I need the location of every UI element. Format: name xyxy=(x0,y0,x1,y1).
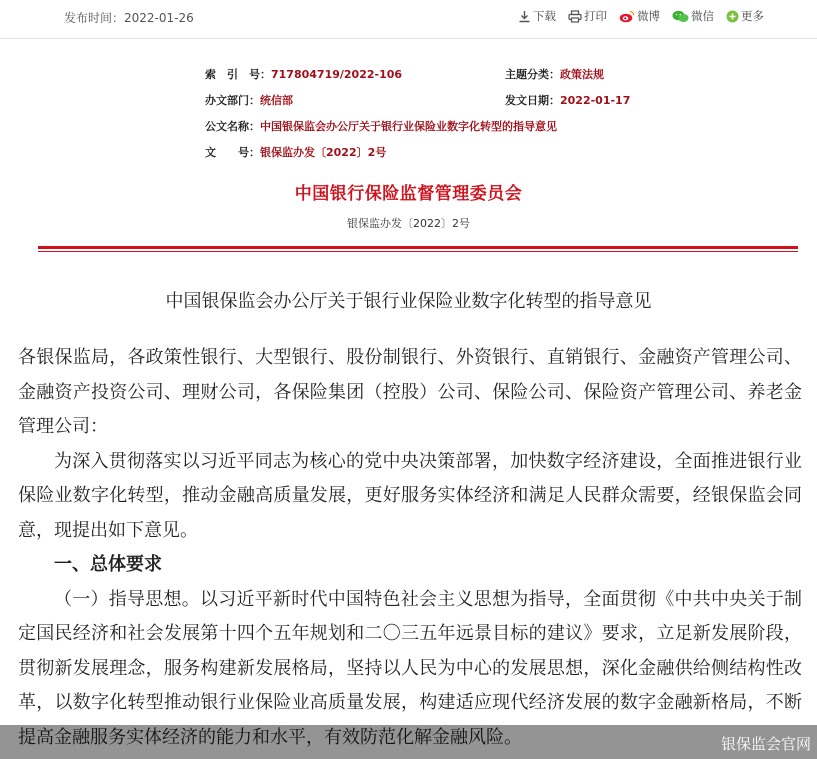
download-button[interactable] xyxy=(518,8,556,24)
share-actions xyxy=(518,8,776,24)
letterhead-doc-number: 银保监办发〔2022〕2号 xyxy=(347,217,470,230)
meta-index-value: 717804719/2022-106 xyxy=(271,68,403,81)
publish-label: 发布时间： xyxy=(64,11,125,25)
recipients-paragraph: 各银保监局，各政策性银行、大型银行、股份制银行、外资银行、直销银行、金融资产管理公司、金融资产投资公司、理财公司，各保险集团（控股）公司、保险公司、保险资产管理公司、养老金管理公司： xyxy=(18,347,802,437)
top-bar xyxy=(0,0,817,39)
meta-index xyxy=(205,66,402,82)
watermark-text: 银保监会官网 xyxy=(720,735,811,753)
meta-docno-value: 银保监办发〔2022〕2号 xyxy=(260,146,387,159)
meta-dept-label: 办文部门： xyxy=(205,94,260,107)
red-divider-thin xyxy=(38,251,798,252)
weibo-label: 微博 xyxy=(637,9,660,23)
issuer-letterhead: 中国银行保险监督管理委员会 xyxy=(294,184,523,204)
meta-category xyxy=(505,66,604,82)
publish-info xyxy=(64,9,194,26)
plus-icon xyxy=(726,10,739,23)
download-icon xyxy=(518,10,531,23)
meta-category-value: 政策法规 xyxy=(560,68,604,81)
meta-date-label: 发文日期： xyxy=(505,94,560,107)
document-body xyxy=(18,341,802,755)
meta-docno-label: 文 号： xyxy=(205,146,260,159)
document-title: 中国银保监会办公厅关于银行业保险业数字化转型的指导意见 xyxy=(165,291,652,312)
meta-doc-number xyxy=(205,144,386,160)
guiding-ideology-paragraph: （一）指导思想。以习近平新时代中国特色社会主义思想为指导，全面贯彻《中共中央关于制定国民经济和社会发展第十四个五年规划和二〇三五年远景目标的建议》要求，立足新发展阶段，贯彻新发展理念，服务构建新发展格局，坚持以人民为中心的发展思想，深化金融供给侧结构性改革，以数字化转型推动银行业保险业高质量发展，构建适应现代经济发展的数字金融新格局，不断提高金融服务实体经济的能力和水平，有效防范化解金融风险。 xyxy=(18,588,802,748)
meta-date xyxy=(505,92,630,108)
publish-date: 2022-01-26 xyxy=(124,11,194,25)
meta-name-label: 公文名称： xyxy=(205,120,260,133)
weibo-icon xyxy=(619,10,635,23)
meta-index-label: 索 引 号： xyxy=(205,68,271,81)
print-button[interactable] xyxy=(568,8,607,24)
wechat-button[interactable] xyxy=(672,8,714,24)
download-label: 下载 xyxy=(533,9,556,23)
meta-name-value: 中国银保监会办公厅关于银行业保险业数字化转型的指导意见 xyxy=(260,120,557,133)
intro-paragraph: 为深入贯彻落实以习近平同志为核心的党中央决策部署，加快数字经济建设，全面推进银行业保险业数字化转型，推动金融高质量发展，更好服务实体经济和满足人民群众需要，经银保监会同意，现提出如下意见。 xyxy=(18,450,802,541)
more-label: 更多 xyxy=(741,9,764,23)
meta-category-label: 主题分类： xyxy=(505,68,560,81)
section-heading: 一、总体要求 xyxy=(54,554,162,575)
meta-dept-value: 统信部 xyxy=(260,94,293,107)
wechat-label: 微信 xyxy=(691,9,714,23)
watermark-bar xyxy=(0,725,817,759)
red-divider xyxy=(38,246,798,249)
weibo-button[interactable] xyxy=(619,8,660,24)
meta-date-value: 2022-01-17 xyxy=(560,94,631,107)
print-label: 打印 xyxy=(584,9,607,23)
wechat-icon xyxy=(672,10,689,23)
meta-dept xyxy=(205,92,293,108)
meta-doc-name xyxy=(205,118,557,134)
more-button[interactable] xyxy=(726,8,764,24)
print-icon xyxy=(568,10,582,23)
